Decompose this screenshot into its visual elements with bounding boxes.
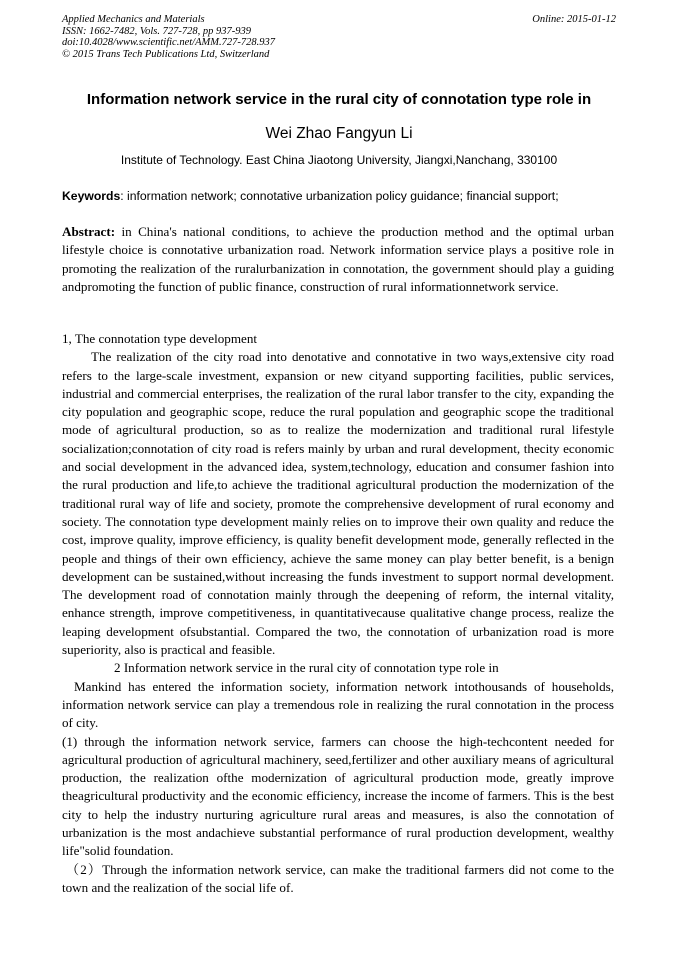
keywords-text: : information network; connotative urbanization policy guidance; financial support; (120, 189, 559, 203)
abstract-label: Abstract: (62, 224, 116, 239)
abstract-text: in China's national conditions, to achieve the production method and the optimal urban lifestyle choice is connotative urbanization road. Network information service plays a positive role in promoting the realization of the ruralurbanization in connotation, the government should play a guiding andpromoting the function of public finance, construction of rural informationnetwork service. (62, 224, 614, 294)
paper-title: Information network service in the rural city of connotation type role in (86, 91, 592, 108)
section-1-paragraph: The realization of the city road into denotative and connotative in two ways,extensive city road refers to the large-scale investment, expansion or new cityand supporting facilities, public services, industrial and commercial enterprises, the realization of the rural labor transfer to the city, expanding the city population and geographic scope, reduce the rural population and geographic scope the traditional mode of agricultural production, so as to realize the modernization and traditional rural lifestyle socialization;connotation of city road is refers mainly by urban and rural development, thecity economic and social development in the advanced idea, system,technology, education and consumer fashion into the rural production and life,to achieve the traditional agricultural production the modernization of the traditional rural way of life and society, promote the comprehensive development of rural economy and society. The connotation type development mainly relies on to improve their own quality and reduce the cost, improve quality, improve efficiency, is quality benefit development mode, generally reflected in the people and things of their own efficiency, achieve the same money can play better benefit, is a benign development can be sustained,without increasing the funds investment to support normal development. The development road of connotation mainly through the deepening of reform, the internal vitality, enhance strength, improve competitiveness, in quantitativecause qualitative change process, realize the leaping development ofsubstantial. Compared the two, the connotation of urbanization road is more superiority, also is practical and feasible. (62, 349, 614, 658)
online-date: Online: 2015-01-12 (532, 14, 616, 25)
section-2-heading: 2 Information network service in the rural city of connotation type role in (114, 660, 499, 676)
doi-line: doi:10.4028/www.scientific.net/AMM.727-728.937 (62, 37, 275, 49)
section-2-item-1: (1) through the information network service, farmers can choose the high-techcontent needed for agricultural production of agricultural machinery, seed,fertilizer and other auxiliary means of agricultural production, the realization ofthe modernization of agricultural production mode, greatly improve theagricultural productivity and the economic efficiency, increase the income of farmers. This is the best city to help the industry nurturing agriculture rural areas and measures, is also the connotation of urbanization is the most andachieve substantial performance of rural production development, wealthy life"solid foundation. (62, 733, 614, 859)
issn-line: ISSN: 1662-7482, Vols. 727-728, pp 937-939 (62, 25, 251, 37)
paper-authors: Wei Zhao Fangyun Li (265, 125, 413, 142)
abstract (62, 223, 614, 296)
section-2-item-2: （2）Through the information network service, can make the traditional farmers did not come to the town and the realization of the social life of. (62, 861, 614, 895)
section-2-intro: Mankind has entered the information society, information network intothousands of households, information network service can play a tremendous role in realizing the rural connotation in the process of city. (62, 678, 614, 731)
journal-name: Applied Mechanics and Materials (62, 14, 205, 25)
copyright-line: © 2015 Trans Tech Publications Ltd, Switzerland (62, 48, 270, 60)
section-1-heading: 1, The connotation type development (62, 331, 258, 346)
keywords (62, 189, 618, 203)
keywords-label: Keywords (62, 189, 121, 203)
author-affiliation: Institute of Technology. East China Jiaotong University, Jiangxi,Nanchang, 330100 (120, 153, 558, 167)
journal-header (62, 14, 616, 60)
main-body (62, 330, 614, 897)
